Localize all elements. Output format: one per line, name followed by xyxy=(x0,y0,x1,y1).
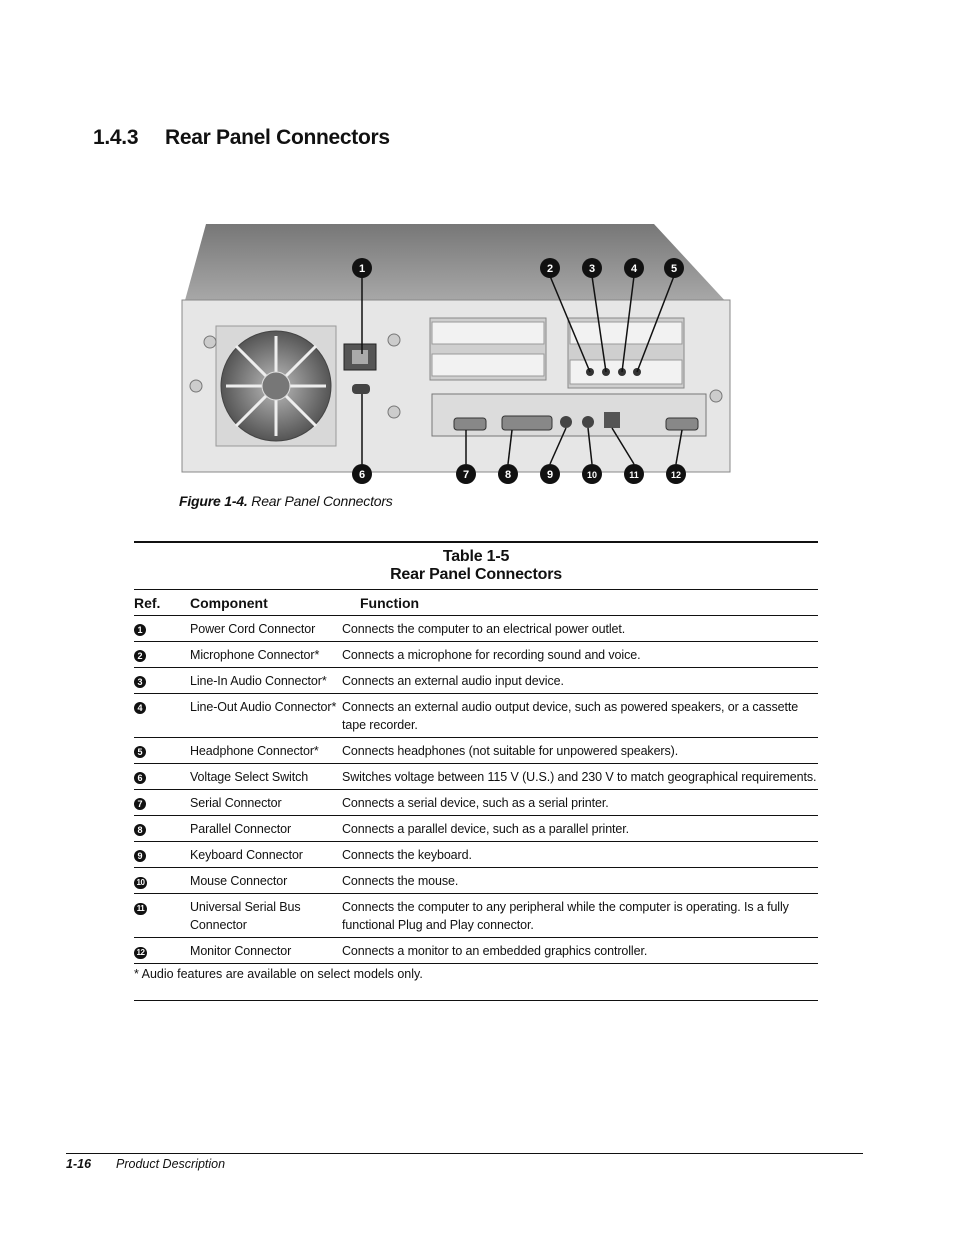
table-row xyxy=(134,790,818,816)
row-ref xyxy=(134,846,150,864)
ref-badge: 12 xyxy=(134,947,147,959)
header-function: Function xyxy=(360,595,420,611)
table-title-number: Table 1-5 xyxy=(442,548,510,565)
row-ref xyxy=(134,698,150,716)
ref-badge: 9 xyxy=(134,850,146,862)
rear-panel-figure xyxy=(176,216,736,492)
row-component: Parallel Connector xyxy=(190,822,292,836)
row-function: Connects an external audio input device. xyxy=(342,674,564,688)
row-ref xyxy=(134,942,150,960)
callout-number: 10 xyxy=(586,470,598,480)
row-function: Connects a serial device, such as a serial printer. xyxy=(342,796,609,810)
callout-number: 5 xyxy=(670,263,678,275)
table-row xyxy=(134,764,818,790)
chapter-name: Product Description xyxy=(116,1157,226,1171)
callout-number: 1 xyxy=(358,263,366,275)
row-function: Connects a monitor to an embedded graphics controller. xyxy=(342,944,648,958)
row-ref xyxy=(134,742,150,760)
figure-caption-text: Rear Panel Connectors xyxy=(247,493,393,509)
ref-badge: 5 xyxy=(134,746,146,758)
callout-number: 7 xyxy=(462,469,470,481)
screw-icon xyxy=(190,380,202,392)
row-ref xyxy=(134,646,150,664)
row-ref xyxy=(134,872,150,890)
ref-badge: 8 xyxy=(134,824,146,836)
table-title xyxy=(134,543,818,589)
usb-port xyxy=(604,412,620,428)
serial-port xyxy=(454,418,486,430)
row-function: Connects the computer to any peripheral while the computer is operating. Is a fully functional Plug and Play connector. xyxy=(342,900,789,932)
row-function: Connects the computer to an electrical power outlet. xyxy=(342,622,626,636)
table-row xyxy=(134,868,818,894)
table-row xyxy=(134,642,818,668)
screw-icon xyxy=(388,334,400,346)
row-ref xyxy=(134,620,150,638)
callout-number: 6 xyxy=(358,469,366,481)
row-component: Voltage Select Switch xyxy=(190,770,309,784)
header-component: Component xyxy=(190,595,268,611)
table-title-name: Rear Panel Connectors xyxy=(390,566,562,583)
row-ref xyxy=(134,898,150,916)
mouse-port xyxy=(582,416,594,428)
row-component: Line-Out Audio Connector* xyxy=(190,700,337,714)
row-component: Power Cord Connector xyxy=(190,622,316,636)
ref-badge: 10 xyxy=(134,877,147,889)
ref-badge: 3 xyxy=(134,676,146,688)
row-function: Connects the mouse. xyxy=(342,874,459,888)
callout-number: 8 xyxy=(504,469,512,481)
page-number: 1-16 xyxy=(66,1157,92,1171)
monitor-port xyxy=(666,418,698,430)
row-component: Universal Serial Bus Connector xyxy=(190,900,301,932)
connectors-table xyxy=(134,541,818,1001)
table-row xyxy=(134,894,818,938)
table-body xyxy=(134,616,818,964)
keyboard-port xyxy=(560,416,572,428)
screw-icon xyxy=(710,390,722,402)
section-title: Rear Panel Connectors xyxy=(165,126,390,149)
row-function: Connects an external audio output device, such as powered speakers, or a cassette tape recorder. xyxy=(342,700,799,732)
row-function: Switches voltage between 115 V (U.S.) and 230 V to match geographical requirements. xyxy=(342,770,817,784)
section-heading xyxy=(93,126,390,150)
table-row xyxy=(134,842,818,868)
table-row xyxy=(134,616,818,642)
callout-number: 4 xyxy=(630,263,638,275)
row-component: Serial Connector xyxy=(190,796,282,810)
row-ref xyxy=(134,672,150,690)
table-header-row xyxy=(134,589,818,616)
table-row xyxy=(134,816,818,842)
ref-badge: 4 xyxy=(134,702,146,714)
case-top xyxy=(184,224,728,304)
callout-number: 12 xyxy=(670,470,682,480)
screw-icon xyxy=(388,406,400,418)
row-function: Connects headphones (not suitable for unpowered speakers). xyxy=(342,744,679,758)
ref-badge: 1 xyxy=(134,624,146,636)
ref-badge: 11 xyxy=(134,903,147,915)
section-number: 1.4.3 xyxy=(93,126,139,149)
screw-icon xyxy=(204,336,216,348)
row-component: Keyboard Connector xyxy=(190,848,303,862)
row-ref xyxy=(134,820,150,838)
callout-number: 3 xyxy=(588,263,596,275)
rear-panel-illustration xyxy=(176,216,736,492)
callout-number: 9 xyxy=(546,469,554,481)
row-ref xyxy=(134,794,150,812)
row-function: Connects the keyboard. xyxy=(342,848,472,862)
table-footnote: * Audio features are available on select models only. xyxy=(134,964,818,1001)
ref-badge: 6 xyxy=(134,772,146,784)
ref-badge: 2 xyxy=(134,650,146,662)
footer-rule xyxy=(66,1153,863,1154)
callout-number: 2 xyxy=(546,263,554,275)
row-ref xyxy=(134,768,150,786)
figure-caption xyxy=(179,493,393,509)
table-row xyxy=(134,694,818,738)
row-function: Connects a microphone for recording sound and voice. xyxy=(342,648,641,662)
table-row xyxy=(134,938,818,964)
ref-badge: 7 xyxy=(134,798,146,810)
table-row xyxy=(134,738,818,764)
row-component: Monitor Connector xyxy=(190,944,292,958)
row-component: Mouse Connector xyxy=(190,874,288,888)
header-ref: Ref. xyxy=(134,595,161,611)
parallel-port xyxy=(502,416,552,430)
voltage-select-switch xyxy=(352,384,370,394)
table-row xyxy=(134,668,818,694)
row-function: Connects a parallel device, such as a parallel printer. xyxy=(342,822,630,836)
callout-number: 11 xyxy=(629,470,639,480)
page-footer xyxy=(66,1157,225,1171)
row-component: Line-In Audio Connector* xyxy=(190,674,327,688)
row-component: Headphone Connector* xyxy=(190,744,319,758)
figure-caption-label: Figure 1-4. xyxy=(179,493,248,509)
row-component: Microphone Connector* xyxy=(190,648,320,662)
